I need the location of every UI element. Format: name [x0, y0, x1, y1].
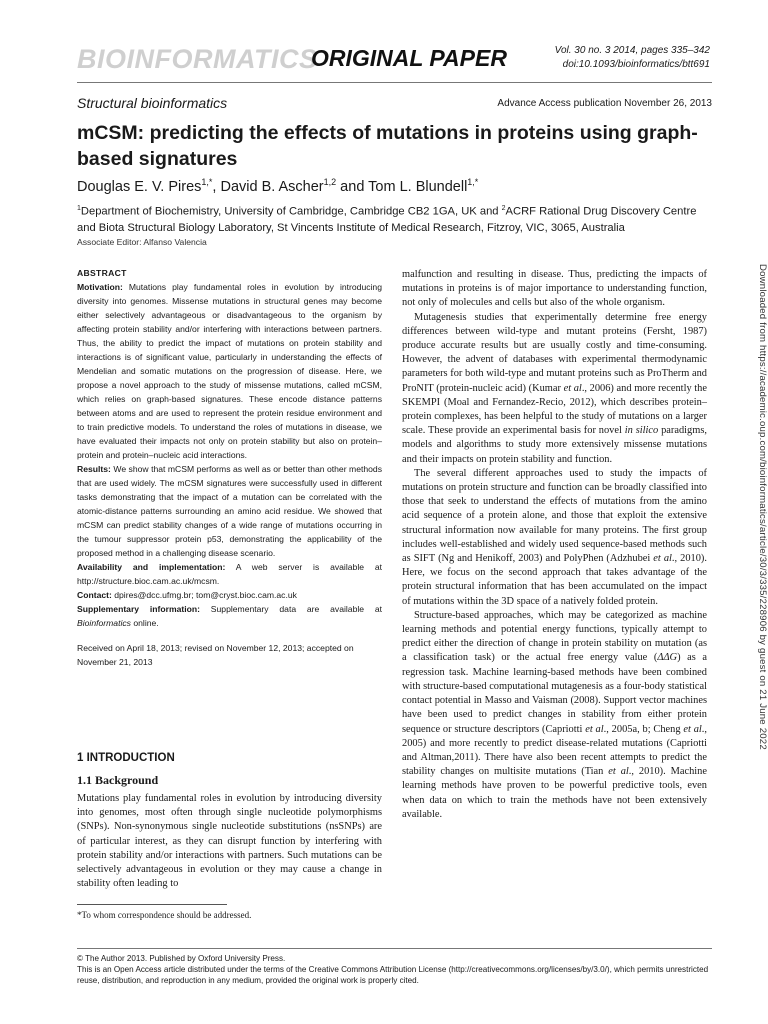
- affiliation-text: ACRF Rational Drug Discovery Centre and Biota Structural Biology Laboratory, St Vincents Institute of Medical Research, Fitzroy, VIC, 3065, Australia: [77, 205, 697, 234]
- header-rule: [77, 82, 712, 83]
- abstract-results: [77, 462, 382, 560]
- background-subheading: 1.1 Background: [77, 773, 159, 787]
- supplementary-journal: Bioinformatics: [77, 618, 131, 628]
- text-run-italic: in silico: [624, 425, 659, 437]
- text-run-italic: et al: [585, 723, 604, 735]
- text-run: Mutagenesis studies that experimentally determine free energy differences between wild-type and mutant proteins (Fersht, 1987) produce accurate results but are usually costly and time-consuming. However, the advent of databases with experimental thermodynamic parameters for both wild-type and mutant proteins such as ProTherm and ProNIT (protein-nucleic acid) (Kumar: [402, 311, 707, 394]
- supplementary-text: Supplementary data are available at: [200, 604, 382, 614]
- method-name: SIFT: [413, 553, 436, 565]
- abstract-contact: [77, 588, 382, 602]
- text-run: paradigms, models and algorithms to study more extensively missense mutations and their impacts on protein stability and function.: [402, 425, 707, 465]
- text-run-italic: et al: [653, 553, 672, 565]
- contact-emails[interactable]: dpires@dcc.ufmg.br; tom@cryst.bioc.cam.ac.uk: [111, 590, 297, 600]
- section-label: Structural bioinformatics: [77, 95, 228, 111]
- motivation-text: Mutations play fundamental roles in evolution by introducing diversity into genomes. Missense mutations in structural genes may become either selectively advantageous or disadvantageous to the organism by affecting protein stability and/or interfering with interactions between partners. Thus, the ability to predict the impact of mutations on protein stability and interactions is of significant value, particularly in understanding the effects of Mendelian and somatic mutations on the progression of disease. Here, we propose a novel approach to the study of missense mutations, called mCSM, which relies on graph-based signatures. These encode distance patterns between atoms and are used to represent the protein residue environment and to train predictive models. To understand the roles of mutations in disease, we have evaluated their impacts not only on protein stability but also on protein–protein and protein–nucleic acid interactions.: [77, 282, 382, 460]
- text-run: ., 2006) and more recently the: [581, 382, 707, 394]
- ddg-symbol: ΔΔG: [657, 652, 678, 664]
- license-block: [77, 953, 712, 986]
- affiliation-text: Department of Biochemistry, University of Cambridge, Cambridge CB2 1GA, UK and: [80, 205, 502, 218]
- text-run: The several different approaches used to study the impacts of mutations on protein structure and function can be broadly classified into those that seek to understand the effects of mutations from the amino acid sequence of a protein alone, and those that exploit the extensive structural information now available for many proteins. The first group includes well-established and widely used sequence-based methods such as: [402, 467, 707, 565]
- affiliations: [77, 201, 717, 236]
- author-name: David B. Ascher: [220, 178, 324, 195]
- text-run: Structure-based approaches, which may be categorized as machine learning methods and potential energy functions, typically attempt to predict either the direction of change in protein stability on mutation (as a classification task) or the actual free energy value (: [402, 609, 707, 664]
- text-run: ) as a regression task. Machine learning-based methods have been combined with structure-based computational mutagenesis as a four-body statistical contact potential in Masso and Vaisman (2008). Support vector machines have been used to predict changes in stability from either protein sequence or structure descriptors (Capriotti: [402, 652, 707, 735]
- author-affiliation-mark: 1,*: [201, 177, 213, 187]
- download-watermark: [754, 264, 768, 784]
- copyright-line: © The Author 2013. Published by Oxford University Press.: [77, 954, 286, 963]
- paper-type: ORIGINAL PAPER: [311, 45, 507, 71]
- database-name: SKEMPI: [402, 396, 441, 408]
- author-separator: ,: [212, 178, 221, 195]
- author-name: Tom L. Blundell: [368, 178, 468, 195]
- body-paragraph: malfunction and resulting in disease. Thus, predicting the impacts of mutations in proteins is of major importance to understanding function, not only of molecules and cells but also of the whole organism.: [402, 269, 707, 309]
- motivation-label: Motivation:: [77, 282, 123, 292]
- body-paragraph: [402, 609, 707, 822]
- author-name: Douglas E. V. Pires: [77, 178, 202, 195]
- abstract-supplementary: [77, 602, 382, 630]
- journal-name: BIOINFORMATICS: [77, 44, 318, 74]
- doi: doi:10.1093/bioinformatics/btt691: [562, 59, 710, 70]
- results-label: Results:: [77, 464, 111, 474]
- availability-text[interactable]: A web server is available at http://structure.bioc.cam.ac.uk/mcsm.: [77, 562, 382, 586]
- abstract-section: [77, 268, 382, 669]
- advance-access-date: Advance Access publication November 26, 2013: [497, 98, 712, 109]
- text-run-italic: et al: [563, 382, 582, 394]
- abstract-availability: [77, 560, 382, 588]
- associate-editor: Associate Editor: Alfanso Valencia: [77, 237, 207, 247]
- download-note-text: Downloaded from https://academic.oup.com/bioinformatics/article/30/3/335/228906 by guest on 21 June 2022: [757, 264, 768, 750]
- license-text: This is an Open Access article distributed under the terms of the Creative Commons Attribution License (http://creativecommons.org/licenses/by/3.0/), which permits unrestricted reuse, distribution, and reproduction in any medium, provided the original work is properly cited.: [77, 965, 709, 985]
- abstract-motivation: [77, 280, 382, 462]
- correspondence-footnote: *To whom correspondence should be addressed.: [77, 910, 252, 920]
- supplementary-label: Supplementary information:: [77, 604, 200, 614]
- text-run: ., 2005) and more recently to predict disease-related mutations (Capriotti and Altman,2011). There have also been recent attempts to predict the stability changes on multisite mutations (Tian: [402, 723, 707, 778]
- supplementary-end: online.: [130, 618, 159, 628]
- affiliation-mark: 2: [501, 205, 506, 212]
- text-run: ., 2010). Here, we focus on the second approach that takes advantage of the protein structural information that has been accumulated on the impact of mutations within the 3D space of a natively folded protein.: [402, 553, 707, 607]
- right-column: [402, 268, 707, 822]
- body-paragraph: [402, 467, 707, 609]
- availability-label: Availability and implementation:: [77, 562, 226, 572]
- license-rule: [77, 948, 712, 949]
- abstract-heading: ABSTRACT: [77, 268, 127, 278]
- text-run-italic: et al: [683, 723, 702, 735]
- body-paragraph: [402, 311, 707, 467]
- author-list: [77, 177, 717, 195]
- affiliation-mark: 1: [77, 205, 81, 212]
- intro-heading: 1 INTRODUCTION: [77, 752, 175, 764]
- received-dates: Received on April 18, 2013; revised on November 12, 2013; accepted on November 21, 2013: [77, 643, 354, 667]
- text-run: (Ng and Henikoff, 2003) and PolyPhen (Adzhubei: [435, 553, 654, 565]
- text-run: (Moal and Fernandez-Recio, 2012), which describes protein–protein complexes, has been helpful to the study of mutations on a larger scale. These provide an experimental basis for novel: [402, 396, 707, 437]
- intro-paragraph: Mutations play fundamental roles in evolution by introducing diversity into genomes, most often through single nucleotide polymorphisms (SNPs). Non-synonymous single nucleotide substitutions (nsSNPs) are of particular interest, as they can disrupt function by interfering with protein stability and/or interactions with partners. Such mutations can be selectively advantageous in evolution or they may cause a change in stability often leading to: [77, 793, 382, 890]
- text-run: ., 2010). Machine learning methods have proven to be powerful predictive tools, even when data on which to train the methods have not been extensively available.: [402, 766, 707, 820]
- footnote-rule: [77, 904, 227, 905]
- contact-label: Contact:: [77, 590, 112, 600]
- volume-info: Vol. 30 no. 3 2014, pages 335–342: [554, 45, 710, 56]
- results-text: We show that mCSM performs as well as or better than other methods that are used widely. The mCSM signatures were successfully used in different tasks demonstrating that the impact of a mutation can be correlated with the atomic-distance patterns surrounding an amino acid residue. We showed that mCSM can predict stability changes of a wide range of mutations occurring in the tumour suppressor protein p53, demonstrating the applicability of the proposed method in a challenging disease scenario.: [77, 464, 382, 558]
- text-run-italic: et al: [608, 766, 629, 778]
- author-affiliation-mark: 1,*: [467, 177, 479, 187]
- journal-banner: [77, 44, 712, 78]
- author-separator: and: [336, 178, 369, 195]
- author-affiliation-mark: 1,2: [323, 177, 337, 187]
- text-run: ., 2005a, b; Cheng: [603, 723, 684, 735]
- paper-title: mCSM: predicting the effects of mutations in proteins using graph-based signatures: [77, 122, 698, 170]
